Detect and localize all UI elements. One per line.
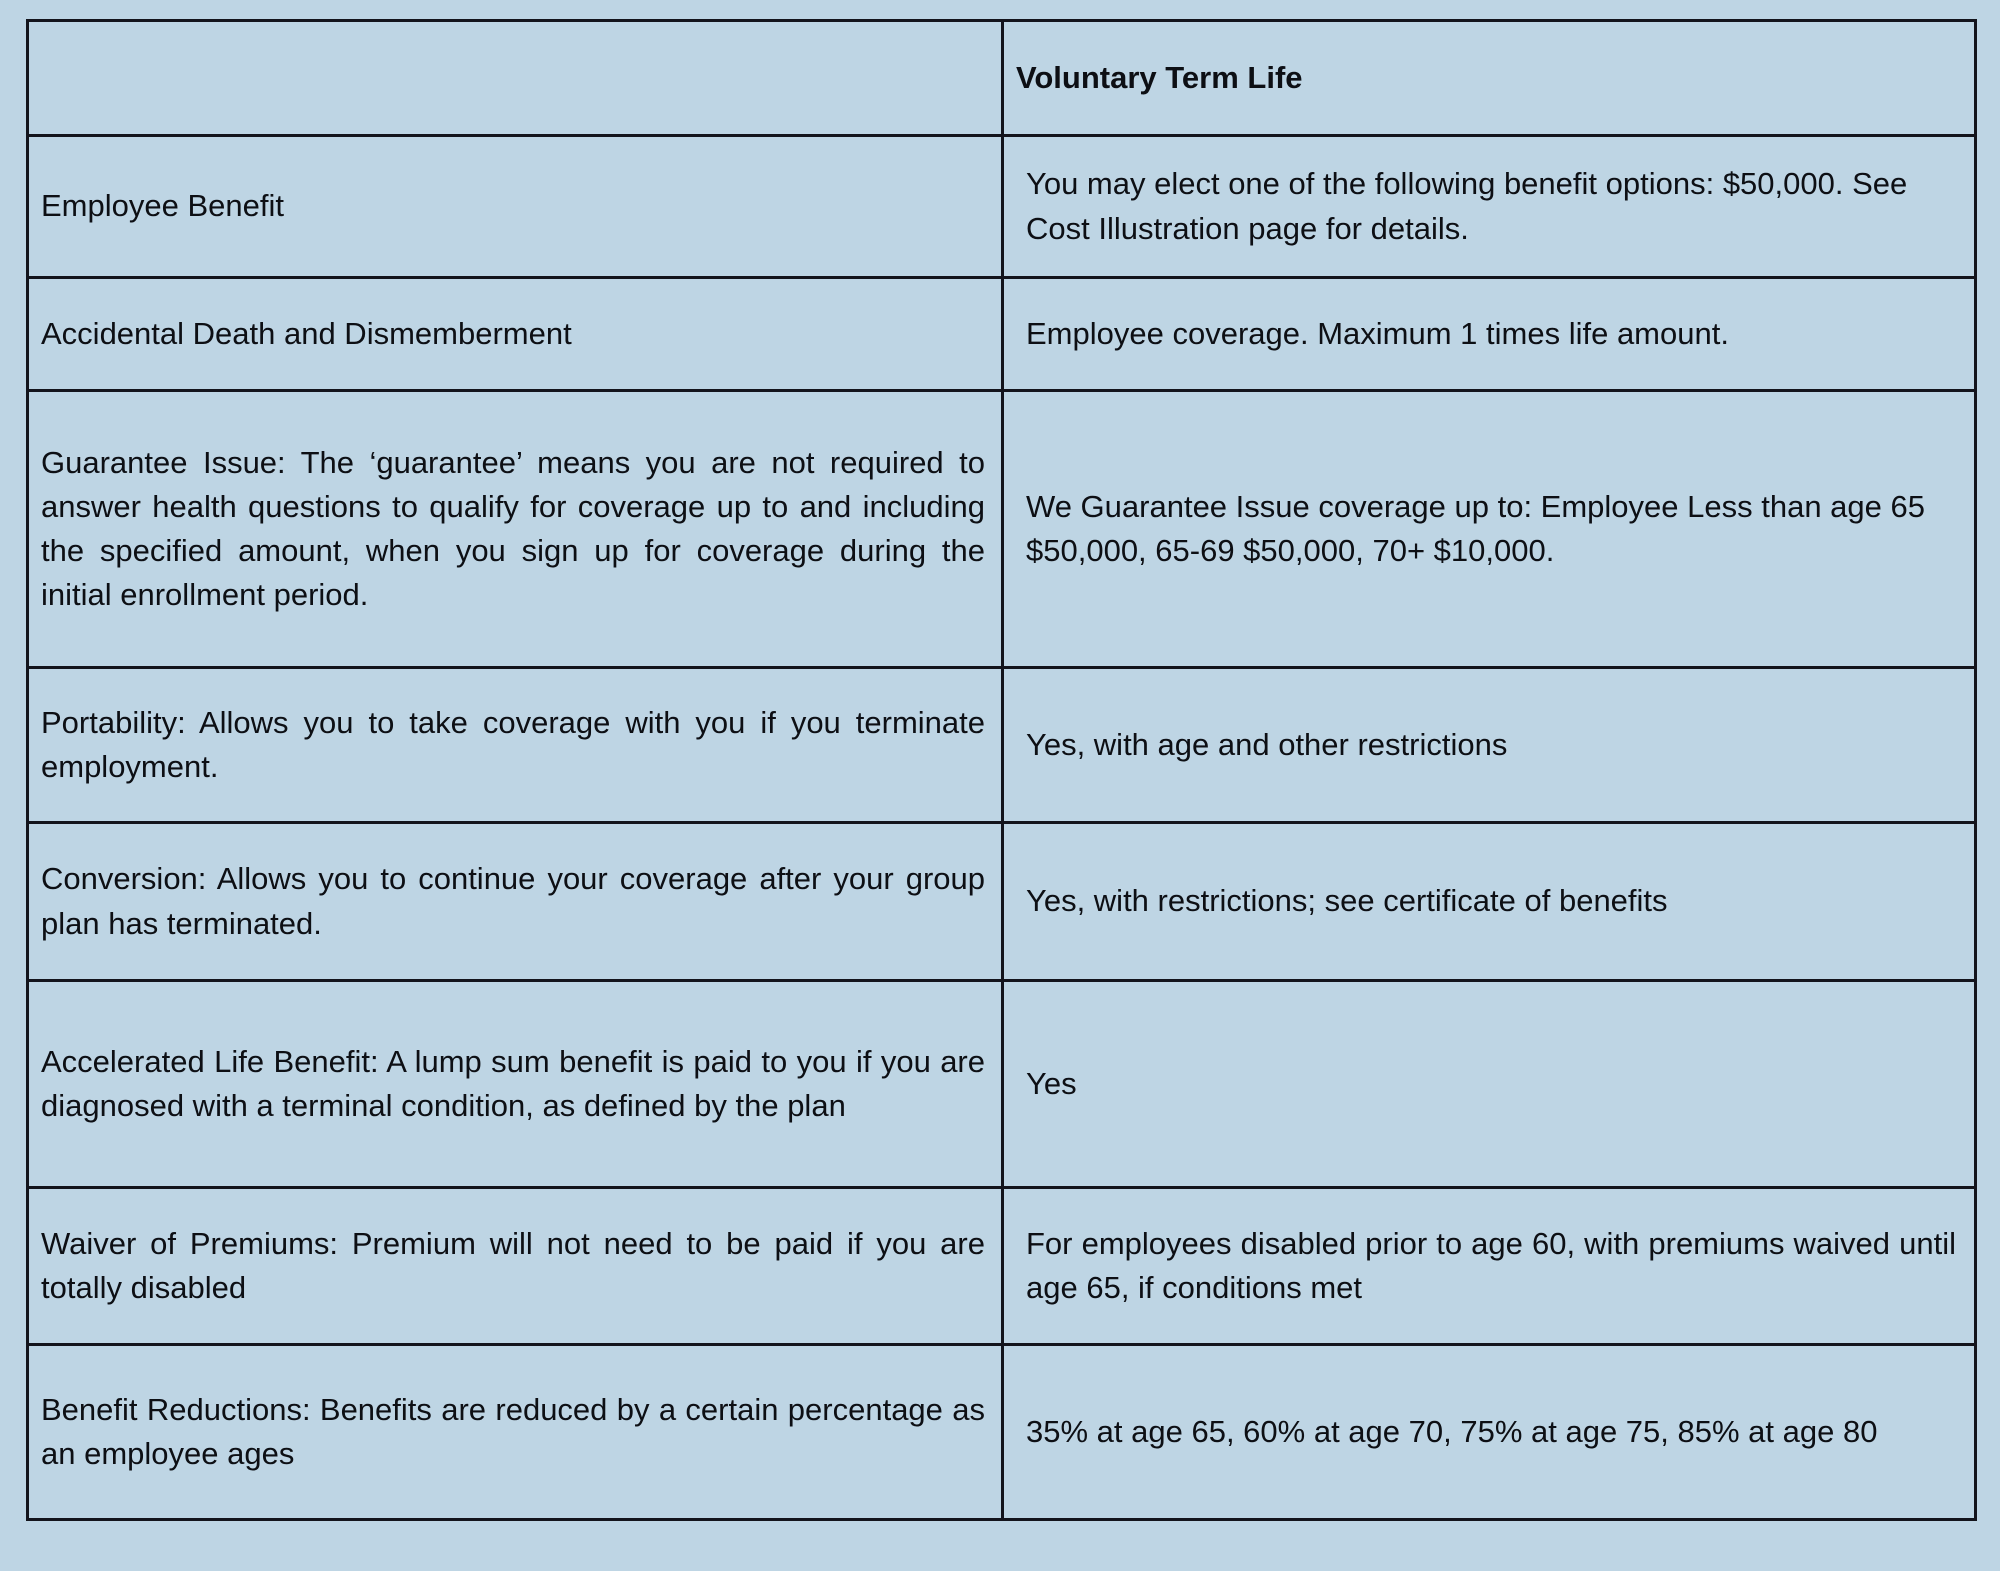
row-value-portability bbox=[1003, 668, 1976, 823]
row-value-waiver-of-premiums bbox=[1003, 1188, 1976, 1345]
row-label-accidental-death-and-dismemberment bbox=[28, 278, 1003, 391]
table-header-row bbox=[28, 21, 1976, 136]
row-value-text: Yes, with restrictions; see certificate of benefits bbox=[1026, 883, 1668, 919]
row-value-benefit-reductions bbox=[1003, 1345, 1976, 1520]
row-value-text: Yes, with age and other restrictions bbox=[1026, 726, 1508, 762]
row-label-waiver-of-premiums bbox=[28, 1188, 1003, 1345]
row-value-accelerated-life-benefit bbox=[1003, 981, 1976, 1188]
table-header-plan-title: Voluntary Term Life bbox=[1003, 21, 1976, 136]
table-row bbox=[28, 391, 1976, 668]
row-label-portability bbox=[28, 668, 1003, 823]
row-label-accelerated-life-benefit bbox=[28, 981, 1003, 1188]
voluntary-term-life-benefits-table bbox=[26, 19, 1977, 1521]
table-row bbox=[28, 136, 1976, 278]
row-value-text: Employee coverage. Maximum 1 times life amount. bbox=[1026, 315, 1729, 351]
row-value-conversion bbox=[1003, 823, 1976, 981]
row-label-text: Accidental Death and Dismemberment bbox=[41, 315, 572, 351]
table-header-blank-cell bbox=[28, 21, 1003, 136]
row-value-text: We Guarantee Issue coverage up to: Employee Less than age 65 $50,000, 65-69 $50,000, 70+ $10,000. bbox=[1026, 488, 1925, 568]
row-value-text: For employees disabled prior to age 60, with premiums waived until age 65, if conditions met bbox=[1026, 1225, 1956, 1305]
row-value-employee-benefit bbox=[1003, 136, 1976, 278]
row-label-text: Employee Benefit bbox=[41, 188, 284, 224]
row-value-text: 35% at age 65, 60% at age 70, 75% at age 75, 85% at age 80 bbox=[1026, 1413, 1878, 1449]
row-value-text: Yes bbox=[1026, 1065, 1077, 1101]
row-label-benefit-reductions bbox=[28, 1345, 1003, 1520]
table-row bbox=[28, 1188, 1976, 1345]
table-row bbox=[28, 668, 1976, 823]
row-label-text: Conversion: Allows you to continue your coverage after your group plan has terminated. bbox=[41, 861, 985, 941]
row-label-text: Portability: Allows you to take coverage with you if you terminate employment. bbox=[41, 704, 985, 784]
table-body bbox=[28, 136, 1976, 1520]
row-label-guarantee-issue bbox=[28, 391, 1003, 668]
row-value-accidental-death-and-dismemberment bbox=[1003, 278, 1976, 391]
table-row bbox=[28, 278, 1976, 391]
row-label-text: Benefit Reductions: Benefits are reduced by a certain percentage as an employee ages bbox=[41, 1391, 985, 1471]
table-row bbox=[28, 823, 1976, 981]
row-value-text: You may elect one of the following benefit options: $50,000. See Cost Illustration page for details. bbox=[1026, 166, 1908, 246]
table-header bbox=[28, 21, 1976, 136]
table-row bbox=[28, 1345, 1976, 1520]
row-label-conversion bbox=[28, 823, 1003, 981]
row-label-employee-benefit bbox=[28, 136, 1003, 278]
row-label-text: Accelerated Life Benefit: A lump sum benefit is paid to you if you are diagnosed with a terminal condition, as defined by the plan bbox=[41, 1043, 985, 1123]
row-value-guarantee-issue bbox=[1003, 391, 1976, 668]
row-label-text: Waiver of Premiums: Premium will not need to be paid if you are totally disabled bbox=[41, 1225, 985, 1305]
table-row bbox=[28, 981, 1976, 1188]
row-label-text: Guarantee Issue: The ‘guarantee’ means you are not required to answer health questions to qualify for coverage up to and including the specified amount, when you sign up for coverage during the initial enrollment period. bbox=[41, 444, 985, 613]
